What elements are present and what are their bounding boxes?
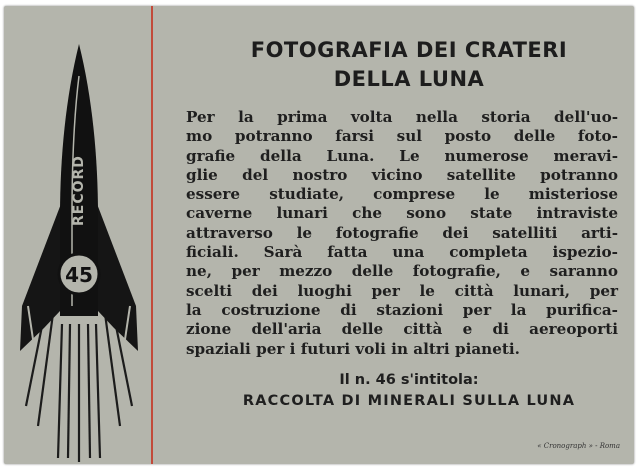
- body-line: Per la prima volta nella storia dell'uo-: [186, 108, 618, 126]
- body-line: spaziali per i futuri voli in altri pianeti.: [186, 339, 520, 358]
- left-fin: [20, 196, 64, 351]
- card-title: [194, 36, 624, 94]
- body-line: ne, per mezzo delle fotografie, e saranno: [186, 262, 618, 281]
- next-card-title: RACCOLTA DI MINERALI SULLA LUNA: [242, 392, 576, 409]
- body-line: mo potranno farsi sul posto delle foto-: [186, 127, 618, 146]
- right-fin: [94, 196, 138, 351]
- body-line: caverne lunari che sono state intraviste: [186, 204, 618, 223]
- badge-label: RECORD: [71, 155, 87, 226]
- body-line: grafie della Luna. Le numerose meravi-: [186, 146, 618, 165]
- next-card-intro: Il n. 46 s'intitola:: [339, 371, 479, 388]
- body-line: glie del nostro vicino satellite potranno: [186, 165, 618, 184]
- body-line: scelti dei luoghi per le città lunari, per: [186, 281, 618, 300]
- title-line: DELLA LUNA: [333, 67, 485, 91]
- collector-card: [4, 6, 634, 464]
- rocket-illustration: [4, 6, 151, 464]
- card-text: [164, 36, 624, 412]
- publisher-credit: « Cronograph » - Roma: [537, 442, 620, 450]
- card-body: [186, 108, 618, 359]
- body-line: la costruzione di stazioni per la purifica-: [186, 300, 618, 319]
- body-line: zione dell'aria delle città e di aereoporti: [186, 320, 618, 339]
- next-card-notice: [194, 370, 624, 412]
- red-divider: [151, 6, 153, 464]
- badge-number: 45: [65, 263, 93, 287]
- body-line: attraverso le fotografie dei satelliti arti-: [186, 223, 618, 242]
- body-line: essere studiate, comprese le misteriose: [186, 185, 618, 204]
- title-line: FOTOGRAFIA DEI CRATERI: [250, 38, 568, 62]
- body-line: ficiali. Sarà fatta una completa ispezio-: [186, 243, 618, 262]
